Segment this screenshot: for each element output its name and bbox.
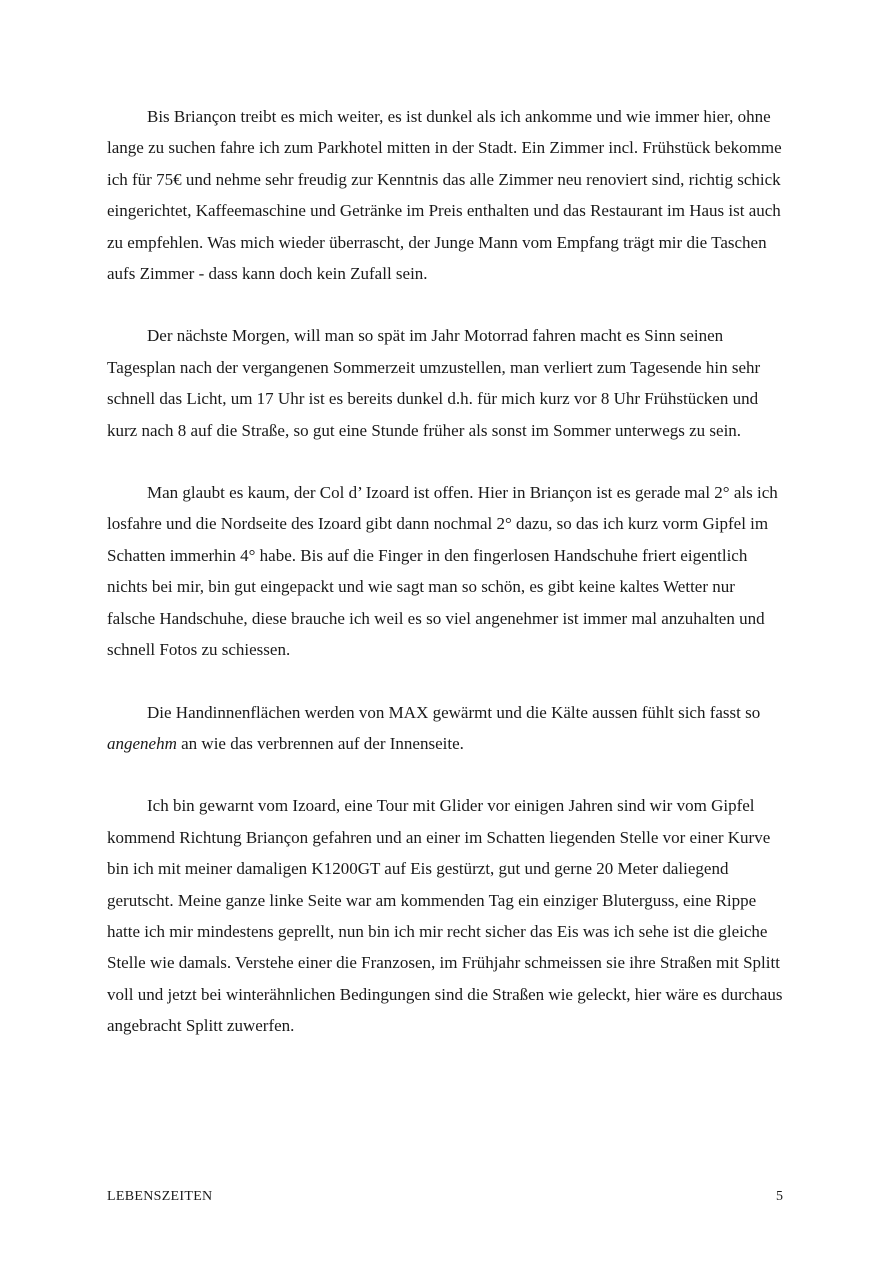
paragraph-hands-text-before: Die Handinnenflächen werden von MAX gewärmt und die Kälte aussen fühlt sich fasst so <box>147 702 761 722</box>
paragraph-hands-emphasis: angenehm <box>107 733 177 753</box>
paragraph-col-izoard: Man glaubt es kaum, der Col d’ Izoard ist offen. Hier in Briançon ist es gerade mal 2° als ich losfahre und die Nordseite des Izoard gibt dann nochmal 2° dazu, so das ich kurz vorm Gipfel im Schatten immerhin 4° habe. Bis auf die Finger in den fingerlosen Handschuhe friert eigentlich nichts bei mir, bin gut eingepackt und wie sagt man so schön, es gibt keine kaltes Wetter nur falsche Handschuhe, diese brauche ich weil es so viel angenehmer ist immer mal anzuhalten und schnell Fotos zu schiessen. <box>107 483 778 660</box>
paragraph-hands-text-after: an wie das verbrennen auf der Innenseite. <box>176 733 464 753</box>
paragraph-warning: Ich bin gewarnt vom Izoard, eine Tour mit Glider vor einigen Jahren sind wir vom Gipfel kommend Richtung Briançon gefahren und an einer im Schatten liegenden Stelle vor einer Kurve bin ich mit meiner damaligen K1200GT auf Eis gestürzt, gut und gerne 20 Meter daliegend gerutscht. Meine ganze linke Seite war am kommenden Tag ein einziger Bluterguss, eine Rippe hatte ich mir mindestens geprellt, nun bin ich mir recht sicher das Eis was ich sehe ist die gleiche Stelle wie damals. Verstehe einer die Franzosen, im Frühjahr schmeissen sie ihre Straßen mit Splitt voll und jetzt bei winterähnlichen Bedingungen sind die Straßen wie geleckt, hier wäre es durchaus angebracht Splitt zuwerfen. <box>107 796 783 1036</box>
paragraph-morning: Der nächste Morgen, will man so spät im Jahr Motorrad fahren macht es Sinn seinen Tagesplan nach der vergangenen Sommerzeit umzustellen, man verliert zum Tagesende hin sehr schnell das Licht, um 17 Uhr ist es bereits dunkel d.h. für mich kurz vor 8 Uhr Frühstücken und kurz nach 8 auf die Straße, so gut eine Stunde früher als sonst im Sommer unterwegs zu sein. <box>107 326 761 440</box>
paragraph-arrival: Bis Briançon treibt es mich weiter, es ist dunkel als ich ankomme und wie immer hier, ohne lange zu suchen fahre ich zum Parkhotel mitten in der Stadt. Ein Zimmer incl. Frühstück bekomme ich für 75€ und nehme sehr freudig zur Kenntnis das alle Zimmer neu renoviert sind, richtig schick eingerichtet, Kaffeemaschine und Getränke im Preis enthalten und das Restaurant im Haus ist auch zu empfehlen. Was mich wieder überrascht, der Junge Mann vom Empfang trägt mir die Taschen aufs Zimmer - dass kann doch kein Zufall sein. <box>107 107 782 284</box>
page-body <box>107 101 783 1073</box>
page-number: 5 <box>776 1189 783 1204</box>
footer-title: LEBENSZEITEN <box>107 1189 213 1204</box>
paragraph-hands <box>107 697 783 760</box>
